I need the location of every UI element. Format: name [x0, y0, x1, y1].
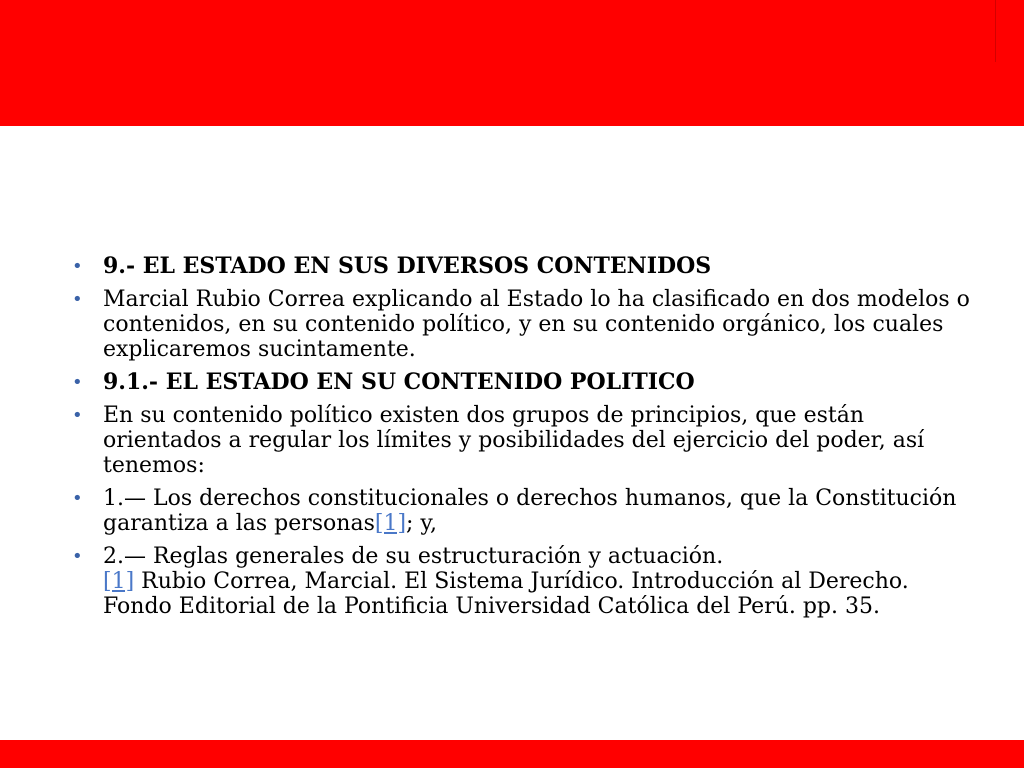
slide-bullet-list — [72, 254, 972, 627]
bullet-text: 2.— Reglas generales de su estructuración y actuación. — [103, 544, 724, 569]
bullet-dot-icon: • — [72, 405, 83, 426]
bullet-text: Marcial Rubio Correa explicando al Estado lo ha clasificado en dos modelos o contenidos, en su contenido político, y en su contenido orgánico, los cuales explicaremos sucintamente. — [103, 287, 970, 362]
bullet-text: 9.1.- EL ESTADO EN SU CONTENIDO POLITICO — [103, 369, 695, 395]
header-band — [0, 0, 1024, 126]
footnote — [103, 569, 972, 619]
bullet-item-paragraph-2 — [72, 403, 972, 478]
footnote-text: Rubio Correa, Marcial. El Sistema Jurídico. Introducción al Derecho. Fondo Editorial de la Pontificia Universidad Católica del Perú. pp. 35. — [103, 569, 909, 619]
footnote-ref-link[interactable]: [1] — [374, 511, 407, 536]
footnote-back-link[interactable]: [1] — [103, 569, 135, 594]
header-edge-line — [995, 0, 996, 62]
bullet-dot-icon: • — [72, 289, 83, 310]
bullet-text: 9.- EL ESTADO EN SUS DIVERSOS CONTENIDOS — [103, 253, 712, 279]
bullet-dot-icon: • — [72, 546, 83, 567]
bullet-item-point-2 — [72, 544, 972, 619]
bullet-item-point-1 — [72, 486, 972, 536]
bullet-text: En su contenido político existen dos grupos de principios, que están orientados a regular los límites y posibilidades del ejercicio del poder, así tenemos: — [103, 403, 925, 478]
bullet-dot-icon: • — [72, 488, 83, 509]
footer-band — [0, 740, 1024, 768]
bullet-dot-icon: • — [72, 256, 83, 277]
bullet-item-heading-2 — [72, 370, 972, 395]
bullet-dot-icon: • — [72, 372, 83, 393]
bullet-text-before-ref: 1.— Los derechos constitucionales o derechos humanos, que la Constitución garantiza a las personas — [103, 486, 957, 536]
bullet-item-heading-1 — [72, 254, 972, 279]
bullet-text — [103, 486, 956, 536]
bullet-text-after-ref: ; y, — [406, 511, 437, 536]
bullet-item-paragraph-1 — [72, 287, 972, 362]
